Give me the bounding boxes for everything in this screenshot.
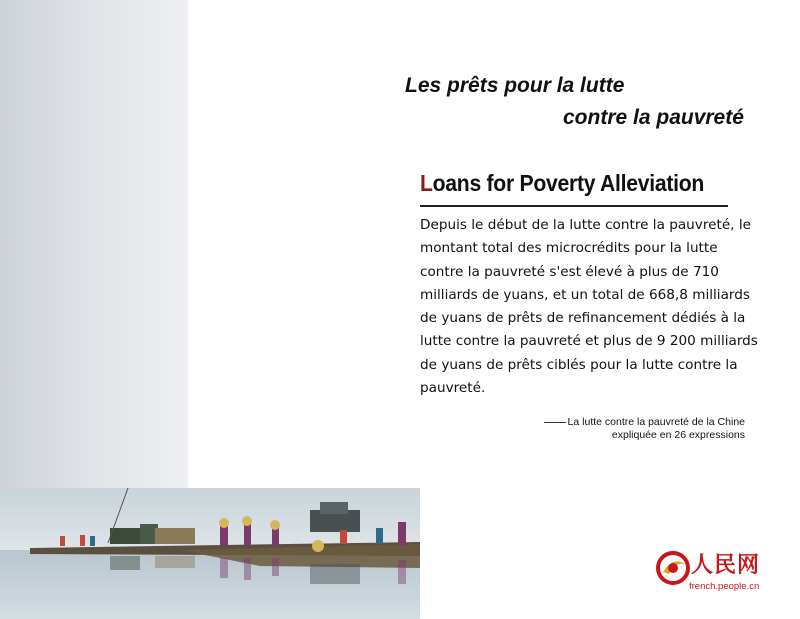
section-title-rest: oans for Poverty Alleviation bbox=[432, 170, 704, 196]
section-title bbox=[420, 170, 704, 197]
body-paragraph: Depuis le début de la lutte contre la pauvreté, le montant total des microcrédits pour la lutte contre la pauvreté s'est élevé à plus de 710 milliards de yuans, et un total de 668,8 milliards de yuans de prêts de refinancement dédiés à la lutte contre la pauvreté et plus de 9 200 milliards de yuans de prêts ciblés pour la lutte contre la pauvreté. bbox=[420, 217, 758, 397]
french-title-line1: Les prêts pour la lutte bbox=[405, 74, 625, 97]
logo-chinese-text: 人民网 bbox=[691, 552, 761, 578]
french-title bbox=[405, 70, 785, 134]
farmers-photo bbox=[0, 488, 420, 619]
logo-url: french.people.cn bbox=[689, 581, 760, 592]
farmers-photo-illustration bbox=[0, 488, 420, 619]
section-title-initial: L bbox=[420, 170, 433, 196]
citation-dash bbox=[544, 422, 566, 423]
people-daily-emblem-icon bbox=[655, 550, 691, 586]
people-daily-logo bbox=[655, 548, 770, 598]
source-line2: expliquée en 26 expressions bbox=[611, 429, 745, 441]
french-title-line2: contre la pauvreté bbox=[563, 106, 744, 129]
source-citation bbox=[520, 416, 745, 442]
title-underline bbox=[420, 205, 728, 207]
source-line1: La lutte contre la pauvreté de la Chine bbox=[567, 416, 745, 428]
